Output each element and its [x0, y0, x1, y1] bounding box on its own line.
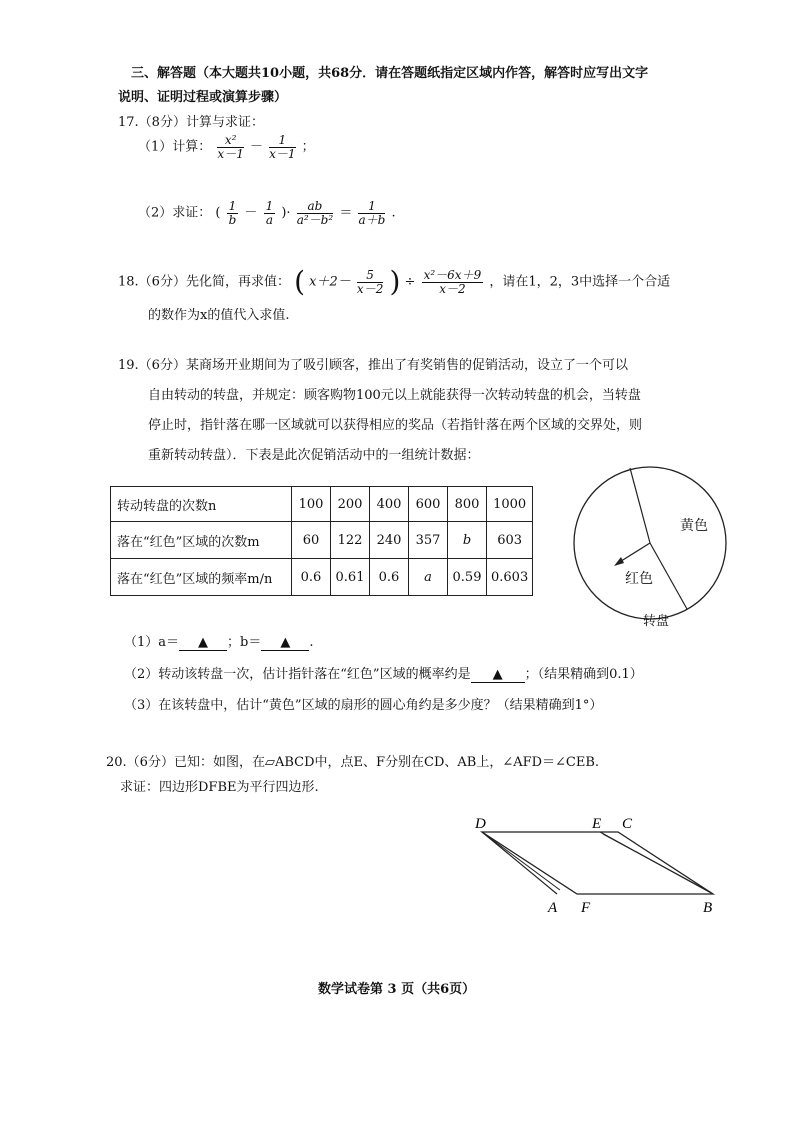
point-label-d: D	[475, 816, 486, 832]
q17-part1	[138, 134, 315, 160]
table-cell: 122	[331, 522, 370, 559]
q18-expr-a: x＋2－	[309, 274, 351, 290]
spinner-pointer-arrow-icon	[614, 557, 624, 566]
q19-line3: 停止时，指针落在哪一区域就可以获得相应的奖品（若指针落在两个区域的交界处，则	[148, 418, 643, 433]
q17-part1-minus: －	[249, 139, 263, 155]
q17-part2-eq: ＝	[339, 205, 353, 221]
q19-sub1-a-label: （1）a＝	[124, 635, 180, 650]
q18-div: ÷	[404, 274, 416, 290]
segment-eb-inner	[603, 834, 710, 892]
parallelogram-figure	[470, 812, 720, 922]
segment-df-outer	[482, 832, 557, 894]
table-cell: 0.6	[370, 559, 409, 596]
q17-part2-frac4: $\frac{1}{a+b}$	[358, 199, 386, 227]
q17-part2-frac3: $\frac{ab}{\text{a²－b²}}$	[296, 199, 334, 227]
point-label-c: C	[622, 816, 633, 832]
q20-line2: 求证：四边形DFBE为平行四边形.	[120, 780, 319, 795]
q17-part2-end: .	[391, 205, 396, 221]
point-label-e: E	[592, 816, 602, 832]
q17-part1-frac1: $\frac{\text{x²}}{x-1}$	[217, 133, 244, 161]
table-cell: 240	[370, 522, 409, 559]
table-cell: 357	[409, 522, 448, 559]
spinner-divider-bottom	[650, 543, 687, 609]
table-cell: 转动转盘的次数n	[111, 487, 292, 522]
q17-part2-label: （2）求证：	[138, 205, 212, 221]
segment-df-inner	[482, 832, 560, 890]
q17-part1-end: ；	[301, 139, 315, 155]
q17-part2-lparen: (	[215, 205, 221, 221]
section-heading-line2: 说明、证明过程或演算步骤）	[118, 90, 288, 105]
point-label-a: A	[548, 900, 558, 916]
q19-sub2-text: （2）转动该转盘一次，估计指针落在“红色”区域的概率约是	[124, 667, 471, 682]
table-cell: 800	[448, 487, 487, 522]
q17-part2-minus: －	[244, 205, 258, 221]
q19-sub1	[124, 631, 314, 651]
q18-suffix: ，请在1，2，3中选择一个合适	[489, 274, 671, 290]
answer-mark-icon: ▲	[198, 635, 209, 650]
q18-bracket-right: )	[389, 265, 401, 298]
table-cell: 0.59	[448, 559, 487, 596]
table-cell: 0.61	[331, 559, 370, 596]
q19-sub2-end: ；（结果精确到0.1）	[524, 667, 643, 682]
q17-part2	[138, 200, 396, 226]
q19-sub1-a-blank	[179, 635, 227, 651]
parallelogram-abcd	[482, 832, 713, 894]
table-cell: 100	[292, 487, 331, 522]
q19-line2: 自由转动的转盘，并规定：顾客购物100元以上就能获得一次转动转盘的机会，当转盘	[148, 388, 641, 403]
point-label-f: F	[581, 900, 591, 916]
table-cell: 600	[409, 487, 448, 522]
q17-part2-frac1: $\frac{1}{b}$	[228, 199, 237, 227]
table-cell: b	[448, 522, 487, 559]
q17-part1-frac2: $\frac{1}{x-1}$	[269, 133, 296, 161]
q18-frac1: $\frac{5}{x-2}$	[356, 267, 384, 296]
table-cell: 落在“红色”区域的次数m	[111, 522, 292, 559]
answer-mark-icon: ▲	[280, 635, 291, 650]
q17-title: 17.（8分）计算与求证：	[118, 115, 264, 130]
spinner-caption: 转盘	[643, 614, 670, 629]
q20-line1: 20.（6分）已知：如图，在▱ABCD中，点E、F分别在CD、AB上，∠AFD＝∠CEB.	[106, 755, 600, 770]
q19-sub1-b-blank	[261, 635, 309, 651]
point-label-b: B	[703, 900, 713, 916]
q17-part2-rparen: )·	[281, 205, 291, 221]
q19-sub1-b-label: ；b＝	[227, 635, 262, 650]
spinner-red-label: 红色	[625, 571, 653, 587]
q18-frac2: $\frac{\text{x²－6x＋9}}{x-2}$	[423, 267, 482, 296]
table-cell: 0.603	[487, 559, 533, 596]
q17-part1-label: （1）计算：	[138, 139, 212, 155]
spinner-yellow-label: 黄色	[680, 518, 708, 534]
table-cell: 603	[487, 522, 533, 559]
table-row	[111, 522, 533, 559]
q18-bracket-left: (	[294, 265, 306, 298]
spinner-pointer	[618, 543, 650, 563]
q18-line2: 的数作为x的值代入求值.	[148, 308, 290, 323]
q18-prefix: 18.（6分）先化简，再求值：	[118, 274, 290, 290]
page-footer: 数学试卷第 3 页（共6页）	[318, 982, 476, 997]
q19-line1: 19.（6分）某商场开业期间为了吸引顾客，推出了有奖销售的促销活动，设立了一个可以	[118, 358, 628, 373]
table-cell: 0.6	[292, 559, 331, 596]
table-row	[111, 487, 533, 522]
table-cell: 落在“红色”区域的频率m/n	[111, 559, 292, 596]
q17-part2-frac2: $\frac{1}{a}$	[265, 199, 274, 227]
answer-mark-icon: ▲	[492, 667, 503, 682]
q19-sub1-end: .	[309, 635, 314, 650]
table-row	[111, 559, 533, 596]
table-cell: 200	[331, 487, 370, 522]
table-cell: 400	[370, 487, 409, 522]
table-cell: a	[409, 559, 448, 596]
q18-line1	[118, 265, 671, 298]
q19-sub2	[124, 663, 643, 683]
table-cell: 1000	[487, 487, 533, 522]
spinner-divider-top	[630, 468, 650, 543]
table-cell: 60	[292, 522, 331, 559]
q19-stats-table	[110, 486, 533, 596]
q19-sub3: （3）在该转盘中，估计“黄色”区域的扇形的圆心角约是多少度？（结果精确到1°）	[124, 698, 603, 713]
q19-line4: 重新转动转盘）．下表是此次促销活动中的一组统计数据：	[148, 448, 480, 463]
q19-sub2-blank	[471, 667, 525, 683]
section-heading-line1: 三、解答题（本大题共10小题，共68分．请在答题纸指定区域内作答，解答时应写出文字	[131, 66, 649, 81]
